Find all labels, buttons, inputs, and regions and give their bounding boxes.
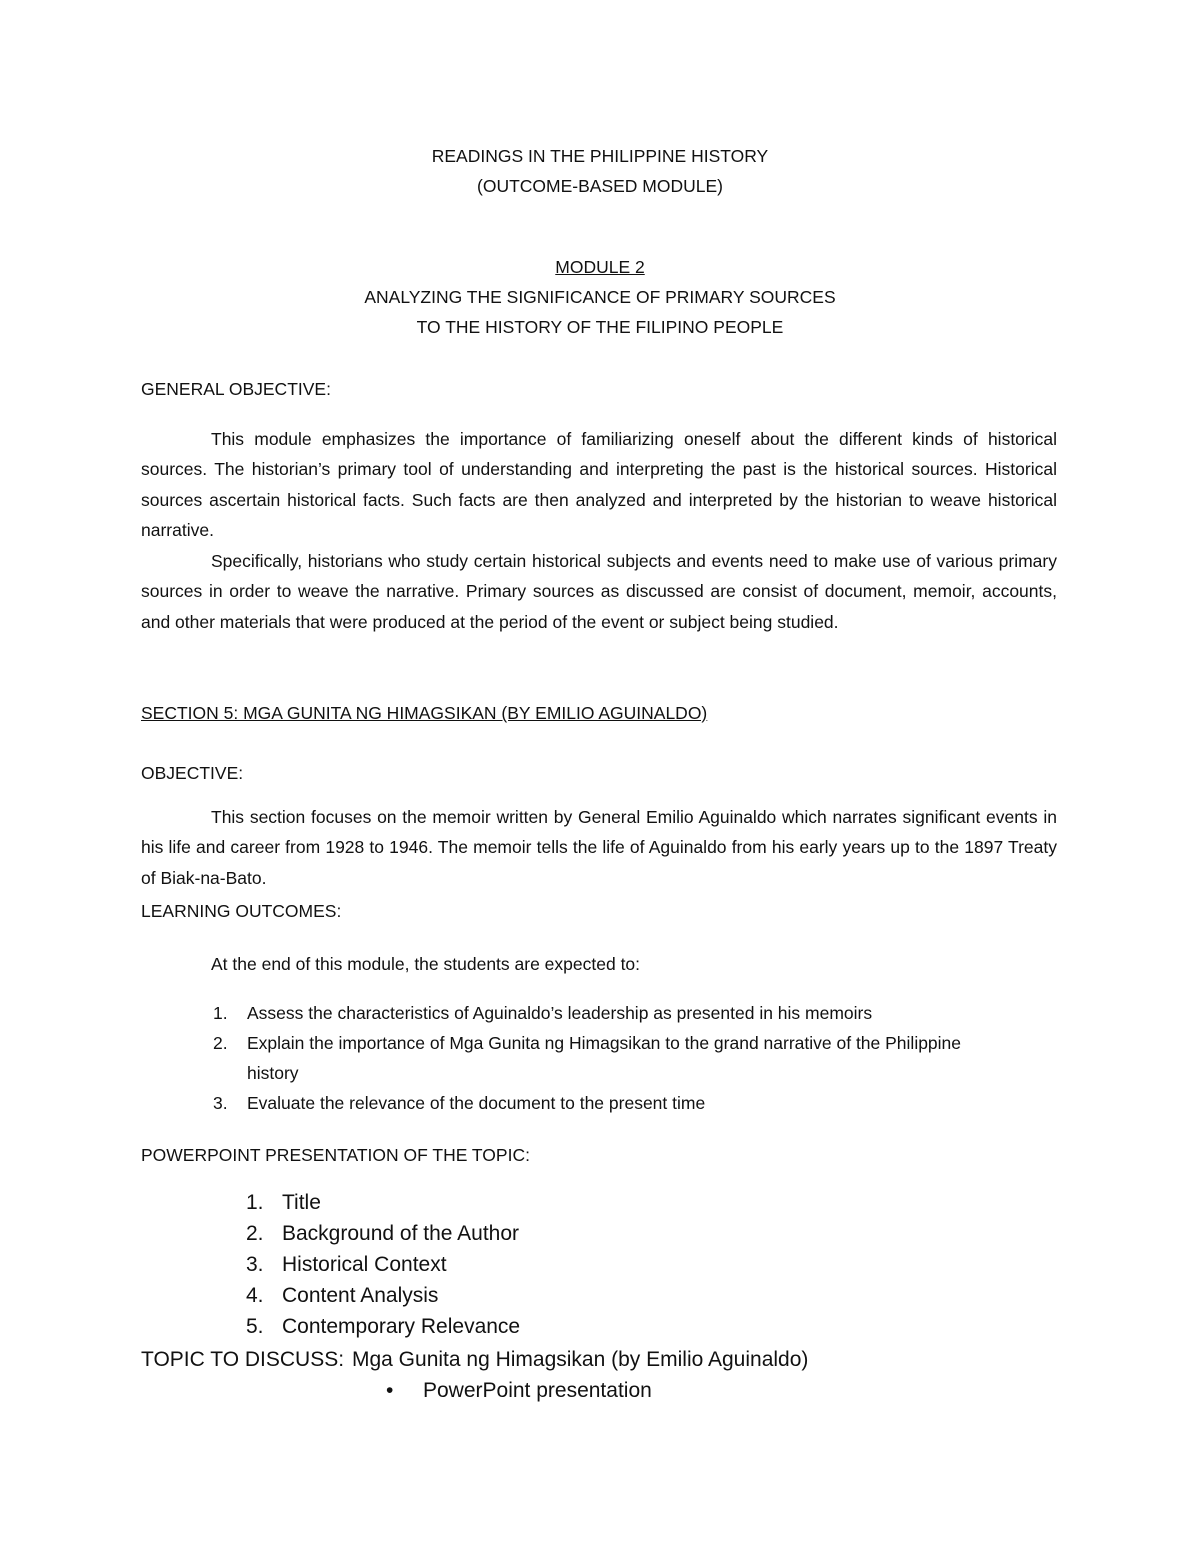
list-item: Historical Context [282,1253,447,1276]
list-item-number: 5. [246,1315,264,1338]
list-item-number: 1. [213,1003,228,1023]
powerpoint-heading: POWERPOINT PRESENTATION OF THE TOPIC: [141,1145,530,1165]
list-item-number: 3. [213,1093,228,1113]
list-item: Evaluate the relevance of the document to the present time [247,1093,706,1113]
list-item: Explain the importance of Mga Gunita ng Himagsikan to the grand narrative of the Philippine [247,1033,962,1053]
module-title-line2: TO THE HISTORY OF THE FILIPINO PEOPLE [416,317,784,337]
bullet-icon: • [386,1379,394,1402]
section-heading-text: SECTION 5: MGA GUNITA NG HIMAGSIKAN (BY EMILIO AGUINALDO) [141,703,708,723]
topic-value: Mga Gunita ng Himagsikan (by Emilio Aguinaldo) [352,1348,809,1371]
list-item: Title [282,1191,321,1214]
module-number-text: MODULE 2 [555,257,645,277]
module-title-line1: ANALYZING THE SIGNIFICANCE OF PRIMARY SOURCES [364,287,836,307]
module-number [0,256,1200,278]
list-item: Contemporary Relevance [282,1315,521,1338]
list-item-continuation: history [247,1063,299,1083]
list-item-number: 3. [246,1253,264,1276]
list-item-number: 2. [246,1222,264,1245]
document-title: READINGS IN THE PHILIPPINE HISTORY [431,146,769,166]
list-item: Assess the characteristics of Aguinaldo’s leadership as presented in his memoirs [247,1003,873,1023]
learning-outcomes-intro: At the end of this module, the students are expected to: [211,954,641,974]
objective-paragraph: This section focuses on the memoir written by General Emilio Aguinaldo which narrates significant events in his life and career from 1928 to 1946. The memoir tells the life of Aguinaldo from his early years up to the 1897 Treaty of Biak-na-Bato. [141,807,1057,888]
topic-bullet-item: PowerPoint presentation [423,1379,652,1402]
general-objective-paragraph-2: Specifically, historians who study certain historical subjects and events need to make use of various primary sources in order to weave the narrative. Primary sources as discussed are consist of document, memoir, accounts, and other materials that were produced at the period of the event or subject being studied. [141,551,1057,632]
document-subtitle: (OUTCOME-BASED MODULE) [477,176,723,196]
objective-heading: OBJECTIVE: [141,763,244,783]
topic-label: TOPIC TO DISCUSS: [141,1348,345,1371]
list-item-number: 2. [213,1033,228,1053]
section-heading [141,702,707,724]
list-item: Background of the Author [282,1222,519,1245]
general-objective-heading: GENERAL OBJECTIVE: [141,379,331,399]
list-item-number: 4. [246,1284,264,1307]
list-item-number: 1. [246,1191,264,1214]
learning-outcomes-heading: LEARNING OUTCOMES: [141,901,342,921]
list-item: Content Analysis [282,1284,439,1307]
general-objective-paragraph-1: This module emphasizes the importance of familiarizing oneself about the different kinds of historical sources. The historian’s primary tool of understanding and interpreting the past is the historical sources. Historical sources ascertain historical facts. Such facts are then analyzed and interpreted by the historian to weave historical narrative. [141,429,1057,541]
